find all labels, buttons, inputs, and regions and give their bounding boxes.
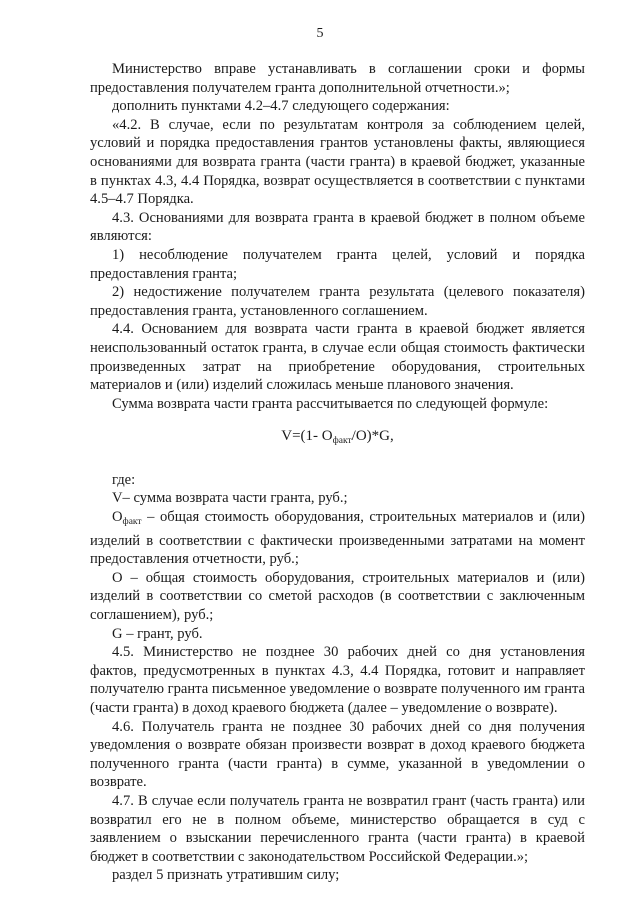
definition-g: G – грант, руб. (112, 625, 203, 642)
definition-o-fact (90, 508, 585, 569)
definition-v: V– сумма возврата части гранта, руб.; (112, 490, 348, 507)
paragraph-4-3-item-1: 1) несоблюдение получателем гранта целей, условий и порядка предоставления гранта; (90, 246, 585, 282)
paragraph-4-4: 4.4. Основанием для возврата части гранта в краевой бюджет является неиспользованный остаток гранта, в случае если общая стоимость фактически произведенных затрат на приобретение оборудования, строительных материалов и (или) изделий сложилась меньше планового значения. (90, 321, 585, 394)
paragraph-4-6: 4.6. Получатель гранта не позднее 30 рабочих дней со дня получения уведомления о возврате обязан произвести возврат в доход краевого бюджета полученного гранта (части гранта) в сумме, указанной в уведомлении о возврате. (90, 718, 585, 791)
document-body (90, 60, 585, 885)
paragraph-4-7: 4.7. В случае если получатель гранта не возвратил грант (часть гранта) или возвратил его не в полном объеме, министерство обращается в суд с заявлением о взыскании перечисленного гранта (части гранта) в краевой бюджет в соответствии с законодательством Российской Федерации.»; (90, 792, 585, 865)
formula-lead: V=(1- O (281, 428, 333, 445)
formula-tail: /O)*G, (351, 428, 394, 445)
o-fact-text: – общая стоимость оборудования, строительных материалов и (или) изделий в соответствии с фактически произведенными затратами на момент предоставления отчетности, руб.; (90, 509, 585, 568)
definitions-where: где: (112, 471, 136, 488)
paragraph-4-3-item-2: 2) недостижение получателем гранта результата (целевого показателя) предоставления гранта, установленного соглашением. (90, 284, 585, 319)
paragraph-ministry-rights: Министерство вправе устанавливать в соглашении сроки и формы предоставления получателем гранта дополнительной отчетности.»; (90, 61, 585, 96)
paragraph-section-5: раздел 5 признать утратившим силу; (112, 867, 340, 884)
return-formula (90, 427, 585, 451)
formula-subscript: факт (332, 436, 352, 447)
paragraph-add-points: дополнить пунктами 4.2–4.7 следующего содержания: (112, 98, 450, 115)
paragraph-4-2: «4.2. В случае, если по результатам контроля за соблюдением целей, условий и порядка предоставления грантов установлены факты, являющиеся основаниями для возврата гранта (части гранта) в краевой бюджет, указанные в пунктах 4.3, 4.4 Порядка, возврат осуществляется в соответствии с пунктами 4.5–4.7 Порядка. (90, 116, 585, 208)
o-fact-symbol: O (112, 509, 123, 526)
o-fact-subscript: факт (122, 517, 142, 528)
paragraph-formula-intro: Сумма возврата части гранта рассчитывается по следующей формуле: (112, 395, 549, 412)
definition-o: O – общая стоимость оборудования, строительных материалов и (или) изделий в соответствии со сметой расходов (в соответствии с заключенным соглашением), руб.; (90, 569, 585, 624)
paragraph-4-5: 4.5. Министерство не позднее 30 рабочих дней со дня установления фактов, предусмотренных в пунктах 4.3, 4.4 Порядка, готовит и направляет получателю гранта письменное уведомление о возврате полученного им гранта (части гранта) в доход краевого бюджета (далее – уведомление о возврате). (90, 644, 585, 716)
paragraph-4-3: 4.3. Основаниями для возврата гранта в краевой бюджет в полном объеме являются: (90, 209, 585, 245)
page-number: 5 (316, 26, 324, 41)
